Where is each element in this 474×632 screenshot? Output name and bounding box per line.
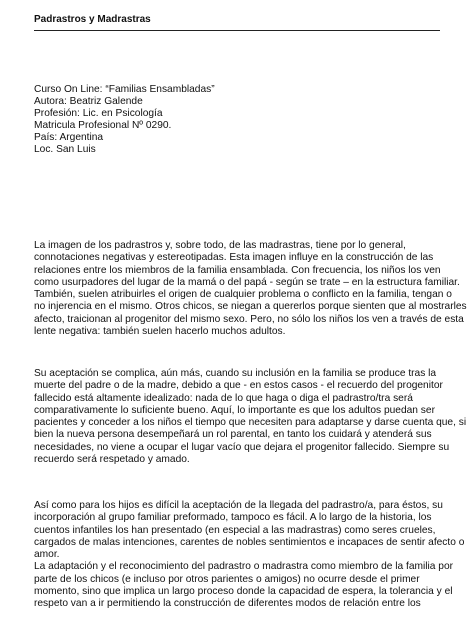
text-line: Así como para los hijos es difícil la aceptación de la llegada del padrastro/a, para éstos, su bbox=[34, 500, 443, 511]
text-line: bien la nueva persona desempeñará un rol parental, en tanto los cuidará y atenderá sus bbox=[34, 429, 432, 441]
text-line: connotaciones negativas y estereotipadas. Esta imagen influye en la construcción de las bbox=[34, 252, 434, 264]
author: Autora: Beatriz Galende bbox=[34, 96, 143, 107]
location: Loc. San Luis bbox=[34, 144, 96, 155]
text-line: recuerdo será respetado y amado. bbox=[34, 454, 190, 466]
text-line: comparativamente lo suficiente bueno. Aquí, lo importante es que los adultos puedan ser bbox=[34, 404, 435, 416]
text-line: Su aceptación se complica, aún más, cuando su inclusión en la familia se produce tras la bbox=[34, 368, 437, 379]
profession: Profesión: Lic. en Psicología bbox=[34, 108, 163, 119]
text-line: relaciones entre los miembros de la familia ensamblada. Con frecuencia, los niños los ven bbox=[34, 264, 441, 276]
text-line: cuentos infantiles los han presentado (en especial a las madrastras) como seres crueles, bbox=[34, 524, 436, 536]
text-line: no injerencia en el mismo. Otros chicos, se niegan a quererlos porque sienten que al mostrarles bbox=[34, 301, 467, 313]
text-line: muerte del padre o de la madre, debido a que - en estos casos - el recuerdo del progenitor bbox=[34, 380, 443, 392]
text-line: como usurpadores del lugar de la mamá o del papá - según se trate – en la estructura familiar. bbox=[34, 276, 460, 288]
document-title: Padrastros y Madrastras bbox=[34, 14, 151, 25]
text-line: pacientes y conceder a los niños el tiempo que necesiten para adaptarse y darse cuenta que, si bbox=[34, 417, 467, 429]
paragraph-2 bbox=[34, 368, 467, 466]
text-line: La adaptación y el reconocimiento del padrastro o madrastra como miembro de la familia por bbox=[34, 561, 454, 573]
text-line: amor. bbox=[34, 549, 60, 561]
text-line: fallecido está altamente idealizado: nada de lo que haga o diga el padrastro/tra será bbox=[34, 392, 413, 404]
text-line: lente negativa: también suelen hacerlo muchos adultos. bbox=[34, 326, 286, 338]
text-line: necesidades, no viene a ocupar el lugar vacío que dejara el progenitor fallecido. Siempre su bbox=[34, 441, 450, 453]
text-line: La imagen de los padrastros y, sobre todo, de las madrastras, tiene por lo general, bbox=[34, 240, 406, 251]
course-name: Curso On Line: “Familias Ensambladas” bbox=[34, 84, 215, 95]
text-line: parte de los chicos (e incluso por otros parientes o amigos) no ocurre desde el primer bbox=[34, 573, 420, 585]
paragraph-1 bbox=[34, 240, 467, 338]
text-line: afecto, traicionan al progenitor del mismo sexo. Pero, no sólo los niños los ven a través de esta bbox=[34, 313, 464, 325]
paragraph-3 bbox=[34, 500, 465, 611]
text-line: También, suelen atribuirles el origen de cualquier problema o conflicto en la familia, tengan o bbox=[34, 289, 452, 301]
country: País: Argentina bbox=[34, 132, 104, 143]
text-line: respeto van a ir permitiendo la construcción de diferentes modos de relación entre los bbox=[34, 598, 421, 610]
text-line: cargados de malas intenciones, carentes de nobles sentimientos e incapaces de sentir afecto o bbox=[34, 536, 465, 548]
course-info-block bbox=[34, 84, 215, 156]
page-header bbox=[34, 9, 440, 31]
text-line: momento, sino que implica un largo proceso donde la capacidad de espera, la tolerancia y el bbox=[34, 586, 453, 598]
license-number: Matricula Profesional Nº 0290. bbox=[34, 120, 172, 131]
text-line: incorporación al grupo familiar preformado, tampoco es fácil. A lo largo de la historia, los bbox=[34, 512, 432, 524]
